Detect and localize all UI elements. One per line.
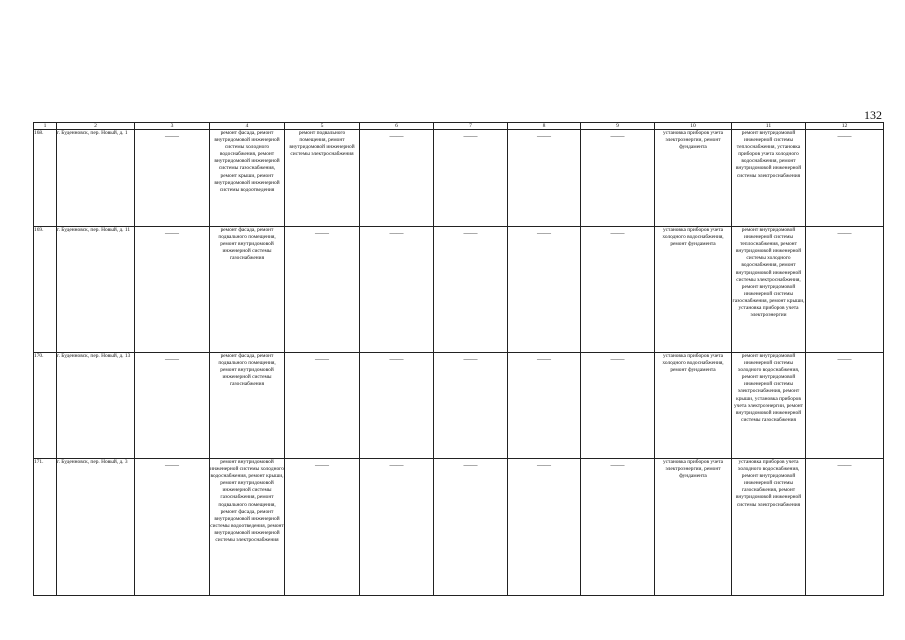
empty-cell: ——	[581, 130, 655, 227]
empty-cell: ——	[806, 130, 884, 227]
empty-cell: ——	[806, 227, 884, 353]
work-cell: установка приборов учета электроэнергии, ремонт фундамента	[655, 130, 732, 227]
work-cell: установка приборов учета холодного водоснабжения, ремонт внутридомовой инженерной системы газоснабжения, ремонт внутридомовой инженерной системы электроснабжения	[732, 459, 806, 596]
column-header: 4	[210, 123, 285, 130]
empty-cell: ——	[285, 353, 360, 459]
address-cell: г. Буденновск, пер. Новый, д. 11	[57, 227, 135, 353]
row-number: 170.	[34, 353, 57, 459]
empty-cell: ——	[508, 459, 581, 596]
empty-cell: ——	[360, 353, 434, 459]
work-cell: ремонт фасада, ремонт внутридомовой инженерной системы холодного водоснабжения, ремонт внутридомовой инженерной системы газоснабжения, ремонт крыши, ремонт внутридомовой инженерной системы водоотведения	[210, 130, 285, 227]
empty-cell: ——	[135, 353, 210, 459]
column-header: 12	[806, 123, 884, 130]
page-number: 132	[864, 108, 882, 122]
empty-cell: ——	[806, 459, 884, 596]
address-cell: г. Буденновск, пер. Новый, д. 3	[57, 459, 135, 596]
column-header: 3	[135, 123, 210, 130]
repair-schedule-table	[33, 122, 884, 596]
empty-cell: ——	[806, 353, 884, 459]
column-header: 9	[581, 123, 655, 130]
column-header: 5	[285, 123, 360, 130]
work-cell: установка приборов учета электроэнергии, ремонт фундамента	[655, 459, 732, 596]
empty-cell: ——	[508, 227, 581, 353]
table-row	[34, 459, 884, 596]
work-cell: установка приборов учета холодного водоснабжения, ремонт фундамента	[655, 353, 732, 459]
column-header: 7	[434, 123, 508, 130]
empty-cell: ——	[434, 130, 508, 227]
empty-cell: ——	[581, 459, 655, 596]
empty-cell: ——	[360, 227, 434, 353]
empty-cell: ——	[135, 130, 210, 227]
work-cell: ремонт внутридомовой инженерной системы теплоснабжения, ремонт внутридомовой инженерной системы холодного водоснабжения, ремонт внутридомовой инженерной системы электроснабжения, ремонт внутридомовой инженерной системы газоснабжения, ремонт крыши, установка приборов учета электроэнергии	[732, 227, 806, 353]
row-number: 171.	[34, 459, 57, 596]
empty-cell: ——	[360, 459, 434, 596]
empty-cell: ——	[135, 227, 210, 353]
work-cell: ремонт фасада, ремонт подвального помещения, ремонт внутридомовой инженерной системы газоснабжения	[210, 353, 285, 459]
address-cell: г. Буденновск, пер. Новый, д. 1	[57, 130, 135, 227]
table-row	[34, 227, 884, 353]
column-header: 2	[57, 123, 135, 130]
empty-cell: ——	[285, 459, 360, 596]
column-header: 10	[655, 123, 732, 130]
column-number-row	[34, 123, 884, 130]
column-header: 6	[360, 123, 434, 130]
empty-cell: ——	[434, 353, 508, 459]
row-number: 169.	[34, 227, 57, 353]
column-header: 8	[508, 123, 581, 130]
work-cell: ремонт подвального помещения, ремонт внутридомовой инженерной системы электроснабжения	[285, 130, 360, 227]
table-row	[34, 130, 884, 227]
empty-cell: ——	[581, 227, 655, 353]
column-header: 1	[34, 123, 57, 130]
empty-cell: ——	[434, 459, 508, 596]
column-header: 11	[732, 123, 806, 130]
empty-cell: ——	[285, 227, 360, 353]
work-cell: ремонт внутридомовой инженерной системы холодного водоснабжения, ремонт внутридомовой инженерной системы электроснабжения, ремонт крыши, установка приборов учета электроэнергии, ремонт внутридомовой инженерной системы газоснабжения	[732, 353, 806, 459]
row-number: 168.	[34, 130, 57, 227]
address-cell: г. Буденновск, пер. Новый, д. 13	[57, 353, 135, 459]
work-cell: установка приборов учета холодного водоснабжения, ремонт фундамента	[655, 227, 732, 353]
empty-cell: ——	[508, 130, 581, 227]
empty-cell: ——	[508, 353, 581, 459]
work-cell: ремонт внутридомовой инженерной системы холодного водоснабжения, ремонт крыши, ремонт внутридомовой инженерной системы газоснабжения, ремонт подвального помещения, ремонт фасада, ремонт внутридомовой инженерной системы водоотведения, ремонт внутридомовой инженерной системы электроснабжения	[210, 459, 285, 596]
work-cell: ремонт фасада, ремонт подвального помещения, ремонт внутридомовой инженерной системы газоснабжения	[210, 227, 285, 353]
empty-cell: ——	[360, 130, 434, 227]
empty-cell: ——	[135, 459, 210, 596]
work-cell: ремонт внутридомовой инженерной системы теплоснабжения, установка приборов учета холодного водоснабжения, ремонт внутридомовой инженерной системы электроснабжения	[732, 130, 806, 227]
empty-cell: ——	[434, 227, 508, 353]
empty-cell: ——	[581, 353, 655, 459]
table-row	[34, 353, 884, 459]
